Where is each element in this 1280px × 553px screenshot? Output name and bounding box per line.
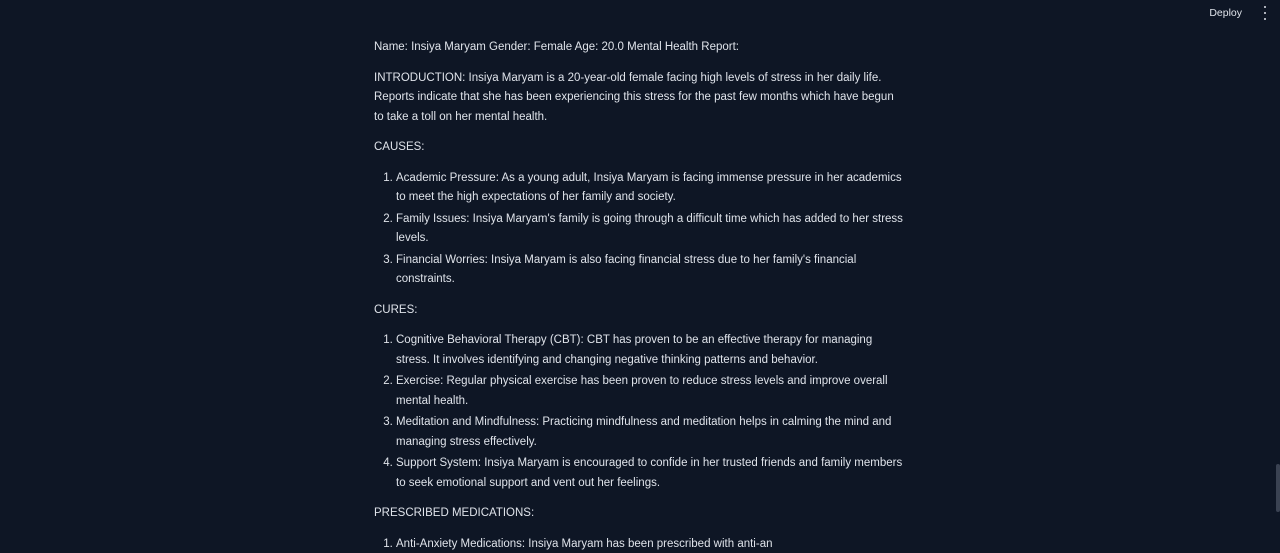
list-item: 1. Anti-Anxiety Medications: Insiya Maryam has been prescribed with anti-an (396, 535, 906, 553)
medications-heading: PRESCRIBED MEDICATIONS: (374, 507, 535, 519)
menu-dot (1264, 6, 1266, 8)
list-item: 2. Exercise: Regular physical exercise has been proven to reduce stress levels and improve overall mental health. (396, 372, 906, 411)
cures-heading: CURES: (374, 303, 418, 316)
list-item: 3. Financial Worries: Insiya Maryam is also facing financial stress due to her family's financial constraints. (396, 251, 906, 290)
report-introduction: INTRODUCTION: Insiya Maryam is a 20-year-old female facing high levels of stress in her daily life. Reports indicate that she has been experiencing this stress for the past few months which have begun to take a toll on her mental health. (374, 71, 894, 123)
more-vertical-icon[interactable] (1260, 6, 1270, 20)
deploy-button[interactable]: Deploy (1209, 7, 1242, 19)
vertical-scrollbar[interactable] (1276, 464, 1280, 512)
list-item: 4. Support System: Insiya Maryam is encouraged to confide in her trusted friends and family members to seek emotional support and vent out her feelings. (396, 454, 906, 493)
causes-list (374, 169, 906, 290)
cures-list (374, 331, 906, 493)
report-summary: Name: Insiya Maryam Gender: Female Age: 20.0 Mental Health Report: (374, 41, 739, 53)
list-item: 3. Meditation and Mindfulness: Practicing mindfulness and meditation helps in calming the mind and managing stress effectively. (396, 413, 906, 452)
report-content (374, 38, 906, 553)
menu-dot (1264, 18, 1266, 20)
list-item: 1. Cognitive Behavioral Therapy (CBT): CBT has proven to be an effective therapy for managing stress. It involves identifying and changing negative thinking patterns and behavior. (396, 331, 906, 370)
top-toolbar (1209, 0, 1280, 26)
list-item: 1. Academic Pressure: As a young adult, Insiya Maryam is facing immense pressure in her academics to meet the high expectations of her family and society. (396, 169, 906, 208)
causes-heading: CAUSES: (374, 141, 425, 153)
medications-list (374, 535, 906, 553)
list-item: 2. Family Issues: Insiya Maryam's family is going through a difficult time which has added to her stress levels. (396, 210, 906, 249)
menu-dot (1264, 12, 1266, 14)
